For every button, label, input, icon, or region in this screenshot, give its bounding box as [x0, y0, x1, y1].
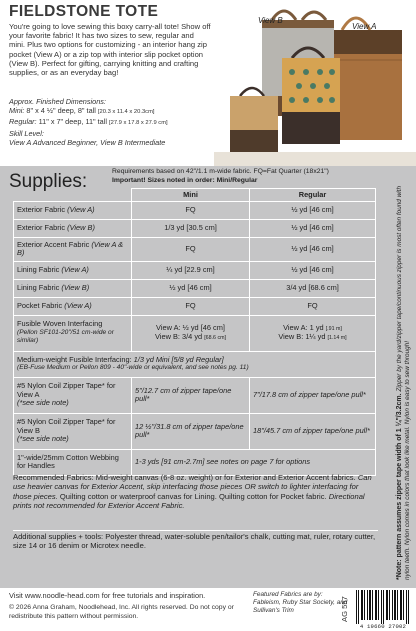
table-row: Pocket Fabric (View A) FQ FQ — [14, 297, 376, 315]
featured-fabrics-text: Featured Fabrics are by: Fableism, Ruby Star Society, and Sullivan's Trim — [253, 591, 348, 614]
table-row: #5 Nylon Coil Zipper Tape* for View A (*see side note) 5"/12.7 cm of zipper tape/one pull* 7"/17.8 cm of zipper tape/one pull* — [14, 377, 376, 413]
view-b-label: View B — [258, 16, 283, 25]
supplies-table — [13, 188, 376, 476]
table-row: Medium-weight Fusible Interfacing: 1/3 yd Mini [5/8 yd Regular] (EB-Fuse Medium or Pellon 809 - 40"-wide or equivalent, and see notes pg. 11) — [14, 351, 376, 377]
barcode-icon — [354, 590, 412, 624]
website-link-text[interactable]: Visit www.noodle-head.com for free tutorials and inspiration. — [9, 591, 206, 600]
table-row: Lining Fabric (View A) ¼ yd [22.9 cm] ½ yd [46 cm] — [14, 261, 376, 279]
dimensions-mini: Mini: 8" x 4 ½" deep, 8" tall [20.3 x 11.4 x 20.3cm] — [9, 106, 155, 115]
table-row: Exterior Accent Fabric (View A & B) FQ ½ yd [46 cm] — [14, 237, 376, 261]
divider — [13, 530, 378, 531]
table-row: Exterior Fabric (View B) 1/3 yd [30.5 cm] ½ yd [46 cm] — [14, 219, 376, 237]
pattern-code: AG 557 — [340, 596, 349, 622]
skill-heading: Skill Level: — [9, 129, 44, 138]
table-row: Lining Fabric (View B) ½ yd [46 cm] 3/4 yd [68.6 cm] — [14, 279, 376, 297]
column-header-regular: Regular — [250, 189, 376, 202]
skill-level — [9, 129, 219, 147]
column-header-mini: Mini — [132, 189, 250, 202]
header-section — [0, 0, 416, 166]
table-header-row — [14, 189, 376, 202]
tote-illustration — [214, 0, 416, 166]
tote-bags-photo — [214, 0, 416, 166]
finished-dimensions — [9, 97, 219, 128]
supplies-panel — [0, 166, 416, 588]
dimensions-heading: Approx. Finished Dimensions: — [9, 97, 106, 106]
table-row: #5 Nylon Coil Zipper Tape* for View B (*see side note) 12 ½"/31.8 cm of zipper tape/one pull* 18"/45.7 cm of zipper tape/one pull* — [14, 413, 376, 449]
intro-text: You're going to love sewing this boxy carry-all tote! Show off your favorite fabric! It has two sizes to sew, regular and mini. Plus two options for customizing - an interior hang zip pocket (View A) or a zip top with interior slip pocket option (View B). Perfect for gifting, carrying knitting and crafting supplies, or as an everyday bag! — [9, 22, 211, 78]
copyright-text: © 2026 Anna Graham, Noodlehead, Inc. All rights reserved. Do not copy or redistribute this pattern without permission. — [9, 604, 234, 620]
skill-value: View A Advanced Beginner, View B Intermediate — [9, 138, 166, 147]
table-row: 1"-wide/25mm Cotton Webbing for Handles 1-3 yds [91 cm-2.7m] see notes on page 7 for options — [14, 449, 376, 475]
requirements-note: Requirements based on 42"/1.1 m-wide fabric. FQ=Fat Quarter (18x21") Important! Sizes noted in order: Mini/Regular — [112, 168, 329, 184]
pattern-title: FIELDSTONE TOTE — [9, 3, 159, 20]
recommended-fabrics: Recommended Fabrics: Mid-weight canvas (6-8 oz. weight) or for Exterior and Exterior Accent fabrics. Can use heavier canvas for Exterior Accent, skip interfacing those pieces OR switch to lighter interfacing for those pieces. Quilting cotton or waterproof canvas for Lining. Quilting cotton for Pocket fabric. Directional prints not recommended for Exterior Accent Fabric. — [13, 473, 372, 511]
table-row: Fusible Woven Interfacing (Pellon SF101-20"/51 cm-wide or similar) View A: ½ yd [46 cm] View B: 3/4 yd [68.6 cm] View A: 1 yd [.91 m] View B: 1¼ yd [1.14 m] — [14, 315, 376, 351]
dimensions-regular: Regular: 11" x 7" deep, 11" tall [27.9 x 17.8 x 27.9 cm] — [9, 117, 168, 126]
table-row: Exterior Fabric (View A) FQ ½ yd [46 cm] — [14, 201, 376, 219]
view-a-label: View A — [352, 22, 377, 31]
zipper-side-note: *Note: pattern assumes zipper tape width of 1 ¼"/3.2cm. Zipper by the yard/zipper tape/continuous zipper is most often found with nylon teeth. Nylon comes in colors that look like metal. Nylon is easy to sew through! — [396, 185, 411, 580]
supplies-heading: Supplies: — [9, 171, 88, 192]
additional-supplies: Additional supplies + tools: Polyester thread, water-soluble pen/tailor's chalk, cutting mat, ruler, rotary cutter, size 14 or 16 denim or Microtex needle. — [13, 532, 376, 551]
barcode-number: 4 19660 27002 — [359, 623, 407, 630]
footer — [0, 588, 416, 631]
